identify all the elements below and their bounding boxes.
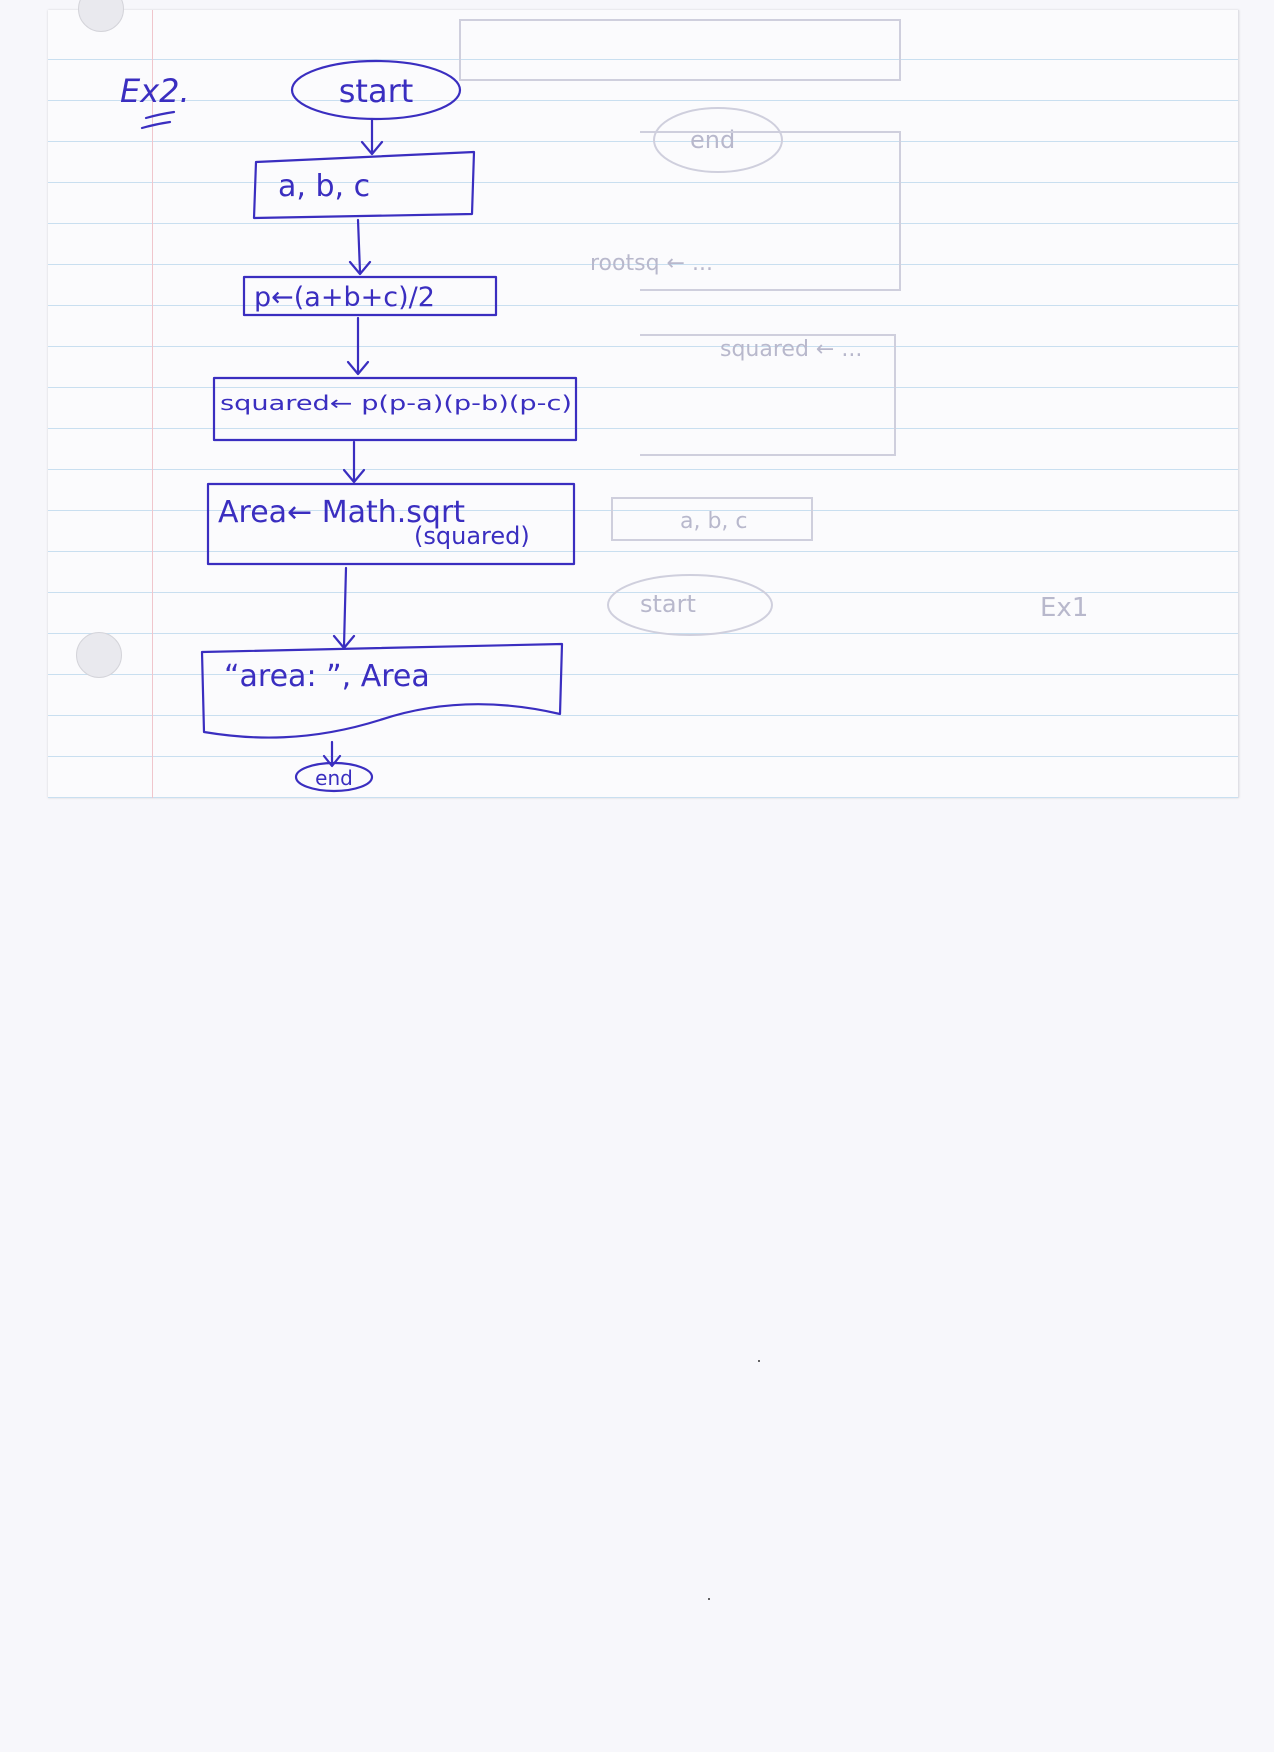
calc-squared-label: squared← p(p-a)(p-b)(p-c): [220, 391, 572, 415]
bleed-line2: squared ← ...: [720, 337, 863, 362]
bleed-input-text: a, b, c: [680, 509, 748, 534]
calc-area-label-line1: Area← Math.sqrt: [218, 495, 466, 530]
bleed-start-text: start: [640, 590, 696, 618]
calc-area-label-line2: (squared): [414, 522, 530, 550]
bleed-ex-text: Ex1: [1040, 593, 1089, 623]
arrow-start-to-input: [362, 119, 382, 154]
bleed-line1: rootsq ← ...: [590, 251, 713, 276]
arrow-input-to-p: [350, 220, 370, 274]
scan-speck: [758, 1360, 760, 1362]
end-label: end: [315, 766, 353, 790]
bleed-end-text: end: [690, 126, 736, 154]
arrow-p-to-squared: [348, 318, 368, 374]
bleed-through: [460, 20, 1088, 635]
bleed-box-top: [460, 20, 900, 80]
output-label: “area: ”, Area: [224, 659, 430, 694]
scan-speck: [708, 1598, 710, 1600]
input-label: a, b, c: [278, 169, 371, 204]
arrow-area-to-output: [334, 568, 354, 648]
exercise-title: Ex2.: [120, 72, 190, 110]
arrow-squared-to-area: [344, 442, 364, 482]
start-label: start: [338, 72, 414, 110]
calc-p-label: p←(a+b+c)/2: [254, 282, 435, 313]
title-underline: [142, 112, 174, 128]
